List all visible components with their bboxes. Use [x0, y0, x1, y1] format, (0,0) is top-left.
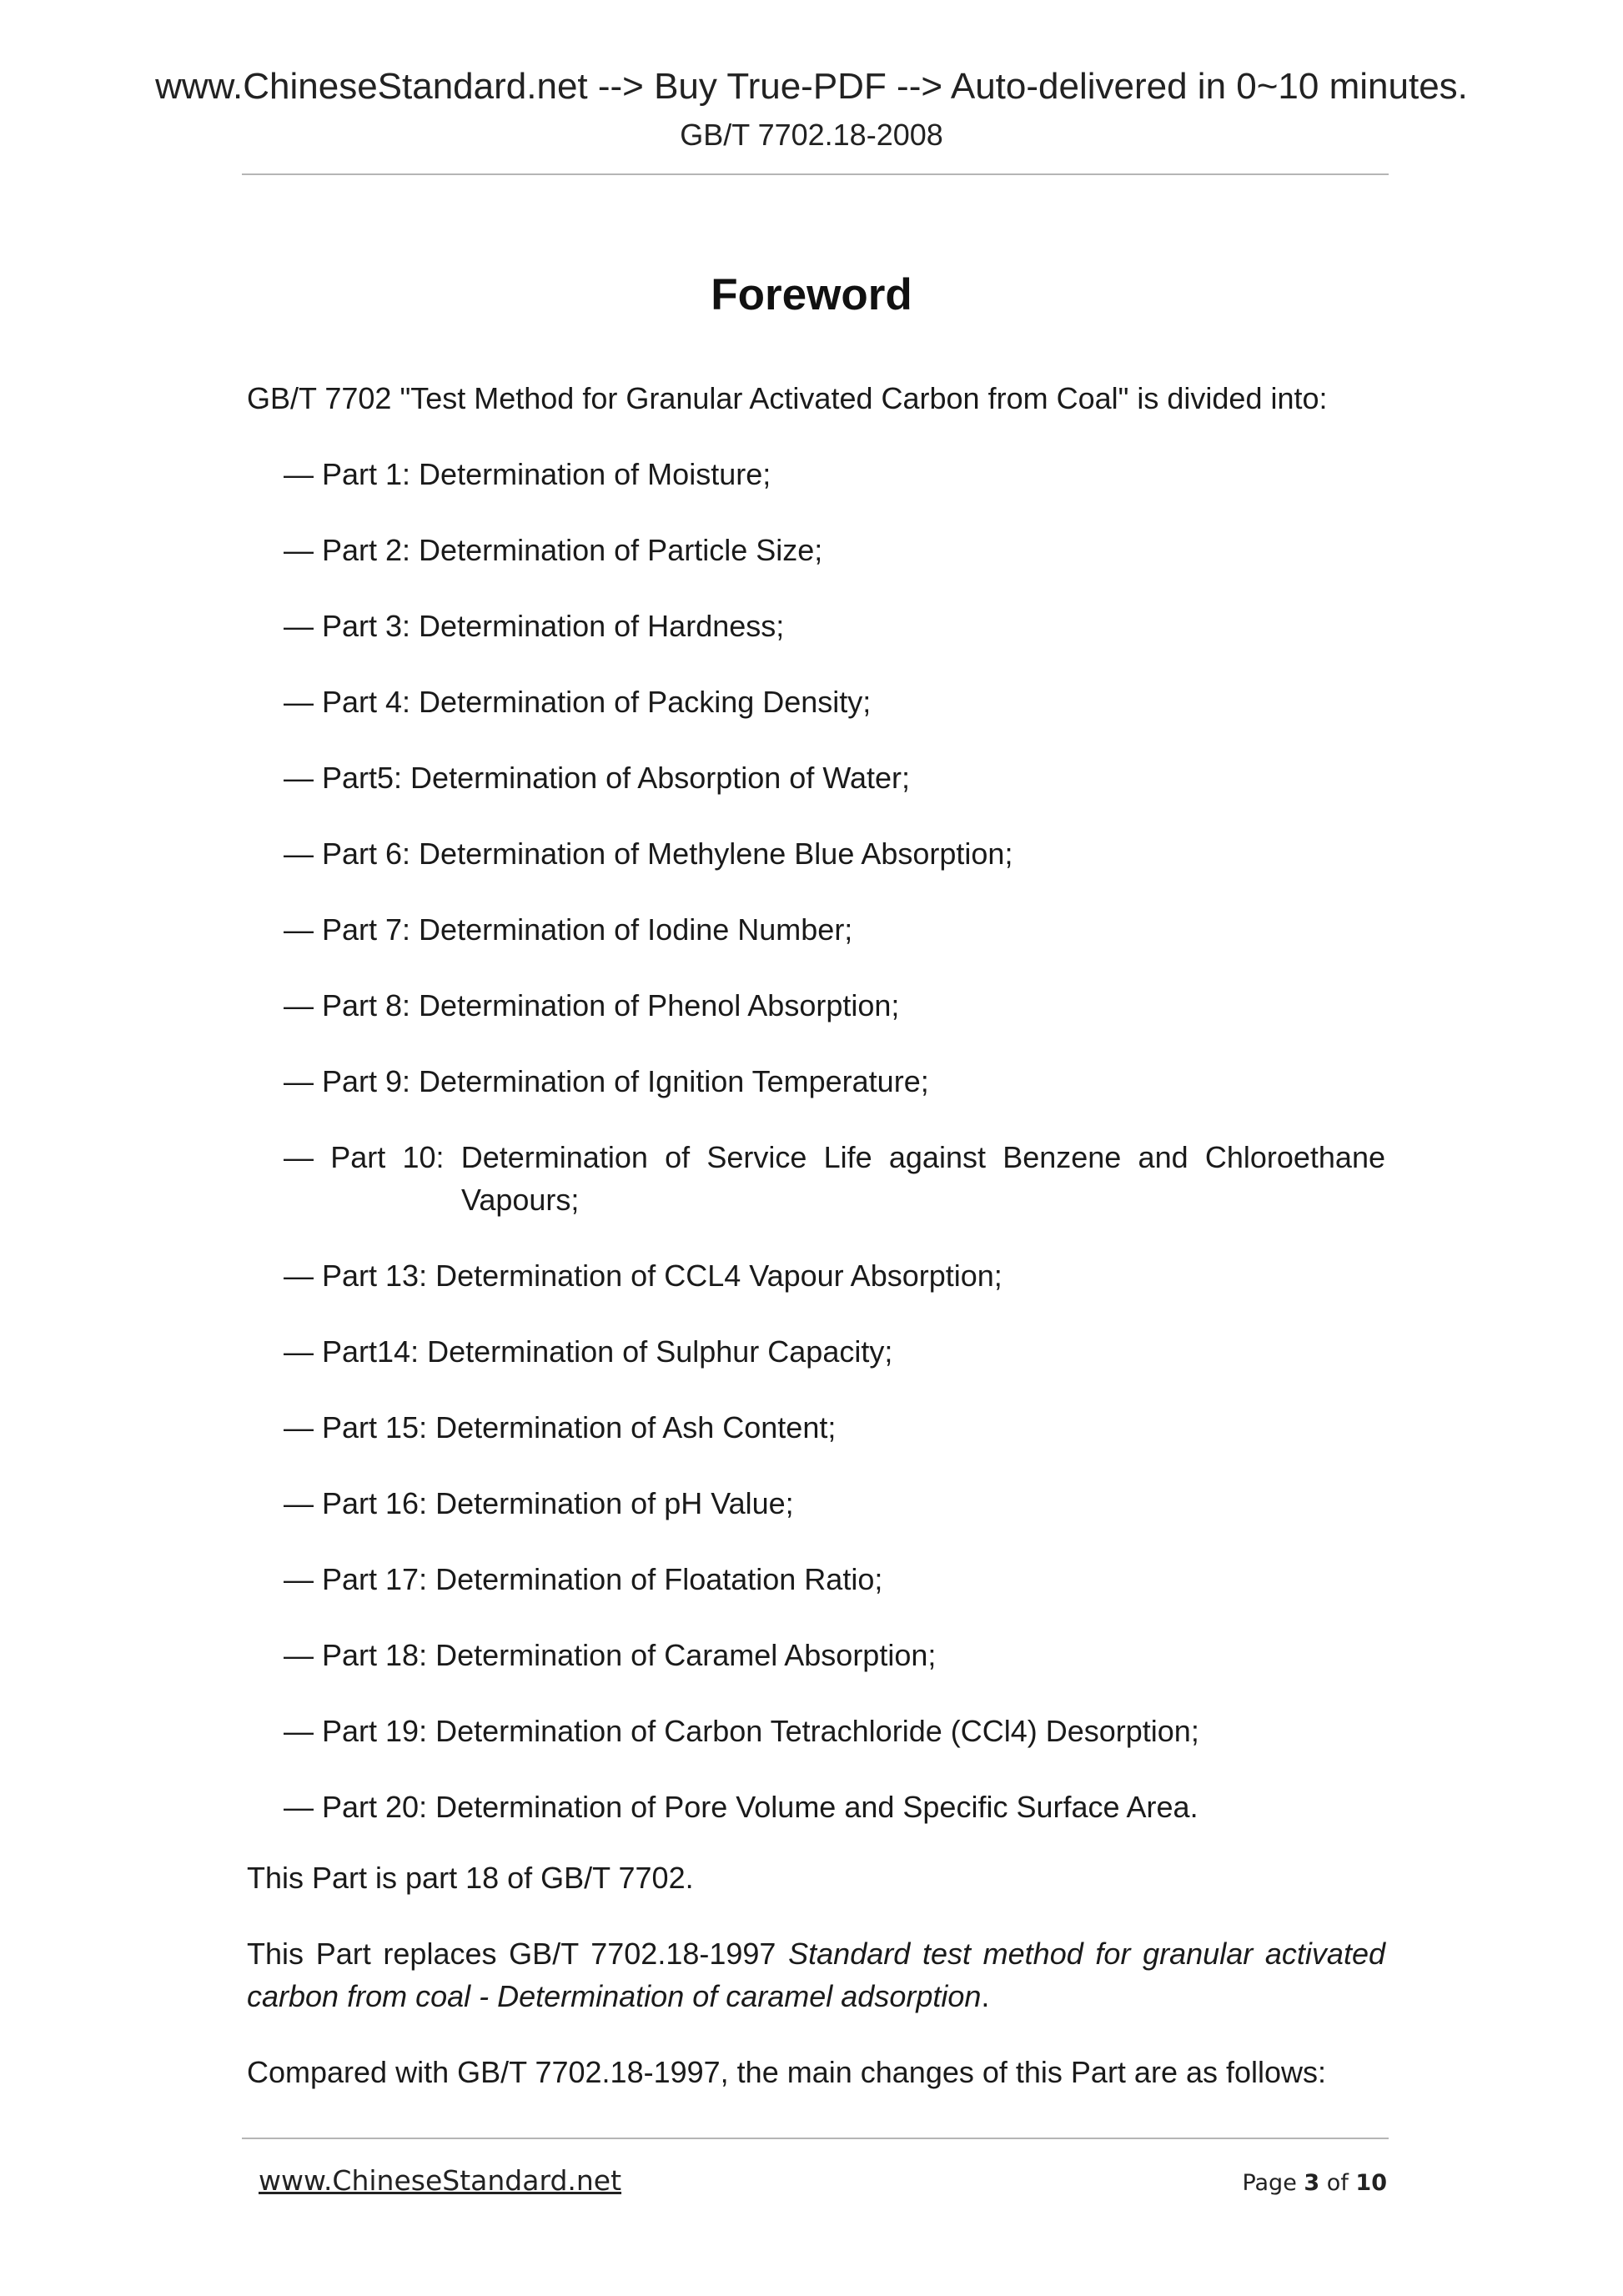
list-item: — Part 13: Determination of CCL4 Vapour Absorption; — [284, 1259, 1002, 1293]
page-number — [1242, 2168, 1387, 2198]
list-item: — Part 7: Determination of Iodine Number; — [284, 912, 853, 947]
page-current: 3 — [1304, 2170, 1320, 2196]
document-code: GB/T 7702.18-2008 — [680, 118, 943, 152]
footer-site-link[interactable]: www.ChineseStandard.net — [259, 2164, 622, 2197]
page-title: Foreword — [711, 270, 912, 319]
replacement-suffix: . — [981, 1979, 990, 2013]
page-of: of — [1326, 2170, 1349, 2196]
list-item: — Part5: Determination of Absorption of Water; — [284, 761, 911, 795]
list-item: — Part 18: Determination of Caramel Absorption; — [284, 1638, 937, 1672]
list-item: — Part 3: Determination of Hardness; — [284, 609, 785, 643]
list-item: — Part 15: Determination of Ash Content; — [284, 1410, 837, 1444]
list-item: — Part14: Determination of Sulphur Capacity; — [284, 1334, 893, 1369]
list-item: — Part 8: Determination of Phenol Absorption; — [284, 988, 900, 1022]
list-item: — Part 19: Determination of Carbon Tetrachloride (CCl4) Desorption; — [284, 1714, 1199, 1748]
page-total: 10 — [1355, 2170, 1387, 2196]
replacement-prefix: This Part replaces GB/T 7702.18-1997 — [247, 1937, 789, 1971]
replacement-paragraph — [247, 1932, 1385, 2017]
list-item: — Part 16: Determination of pH Value; — [284, 1486, 794, 1520]
list-item: — Part 20: Determination of Pore Volume and Specific Surface Area. — [284, 1790, 1198, 1824]
replaced-title-part1: Standard test method for granular activated — [788, 1937, 1385, 1971]
list-item-line: — Part 10: Determination of Service Life against Benzene and Chloroethane — [284, 1140, 1385, 1174]
replaced-title-part2: carbon from coal - Determination of caramel adsorption — [247, 1979, 982, 2013]
list-item: — Part 9: Determination of Ignition Temperature; — [284, 1064, 929, 1098]
replacement-line — [247, 1932, 1385, 1975]
list-item — [284, 1136, 1385, 1221]
list-item: — Part 4: Determination of Packing Density; — [284, 685, 872, 719]
parts-list — [284, 453, 1385, 1861]
page-label: Page — [1242, 2170, 1297, 2196]
list-item: — Part 6: Determination of Methylene Blue Absorption; — [284, 837, 1013, 871]
footer-divider — [242, 2138, 1389, 2139]
part-statement-paragraph: This Part is part 18 of GB/T 7702. — [247, 1861, 694, 1895]
changes-intro-paragraph: Compared with GB/T 7702.18-1997, the main changes of this Part are as follows: — [247, 2055, 1327, 2089]
list-item: — Part 1: Determination of Moisture; — [284, 457, 771, 491]
list-item: — Part 2: Determination of Particle Size; — [284, 533, 823, 567]
list-item: — Part 17: Determination of Floatation Ratio; — [284, 1562, 883, 1596]
intro-paragraph: GB/T 7702 "Test Method for Granular Activated Carbon from Coal" is divided into: — [247, 381, 1328, 415]
header-banner: www.ChineseStandard.net --> Buy True-PDF --> Auto-delivered in 0~10 minutes. — [155, 66, 1468, 107]
header-divider — [242, 173, 1389, 175]
list-item-line: Vapours; — [461, 1183, 580, 1217]
